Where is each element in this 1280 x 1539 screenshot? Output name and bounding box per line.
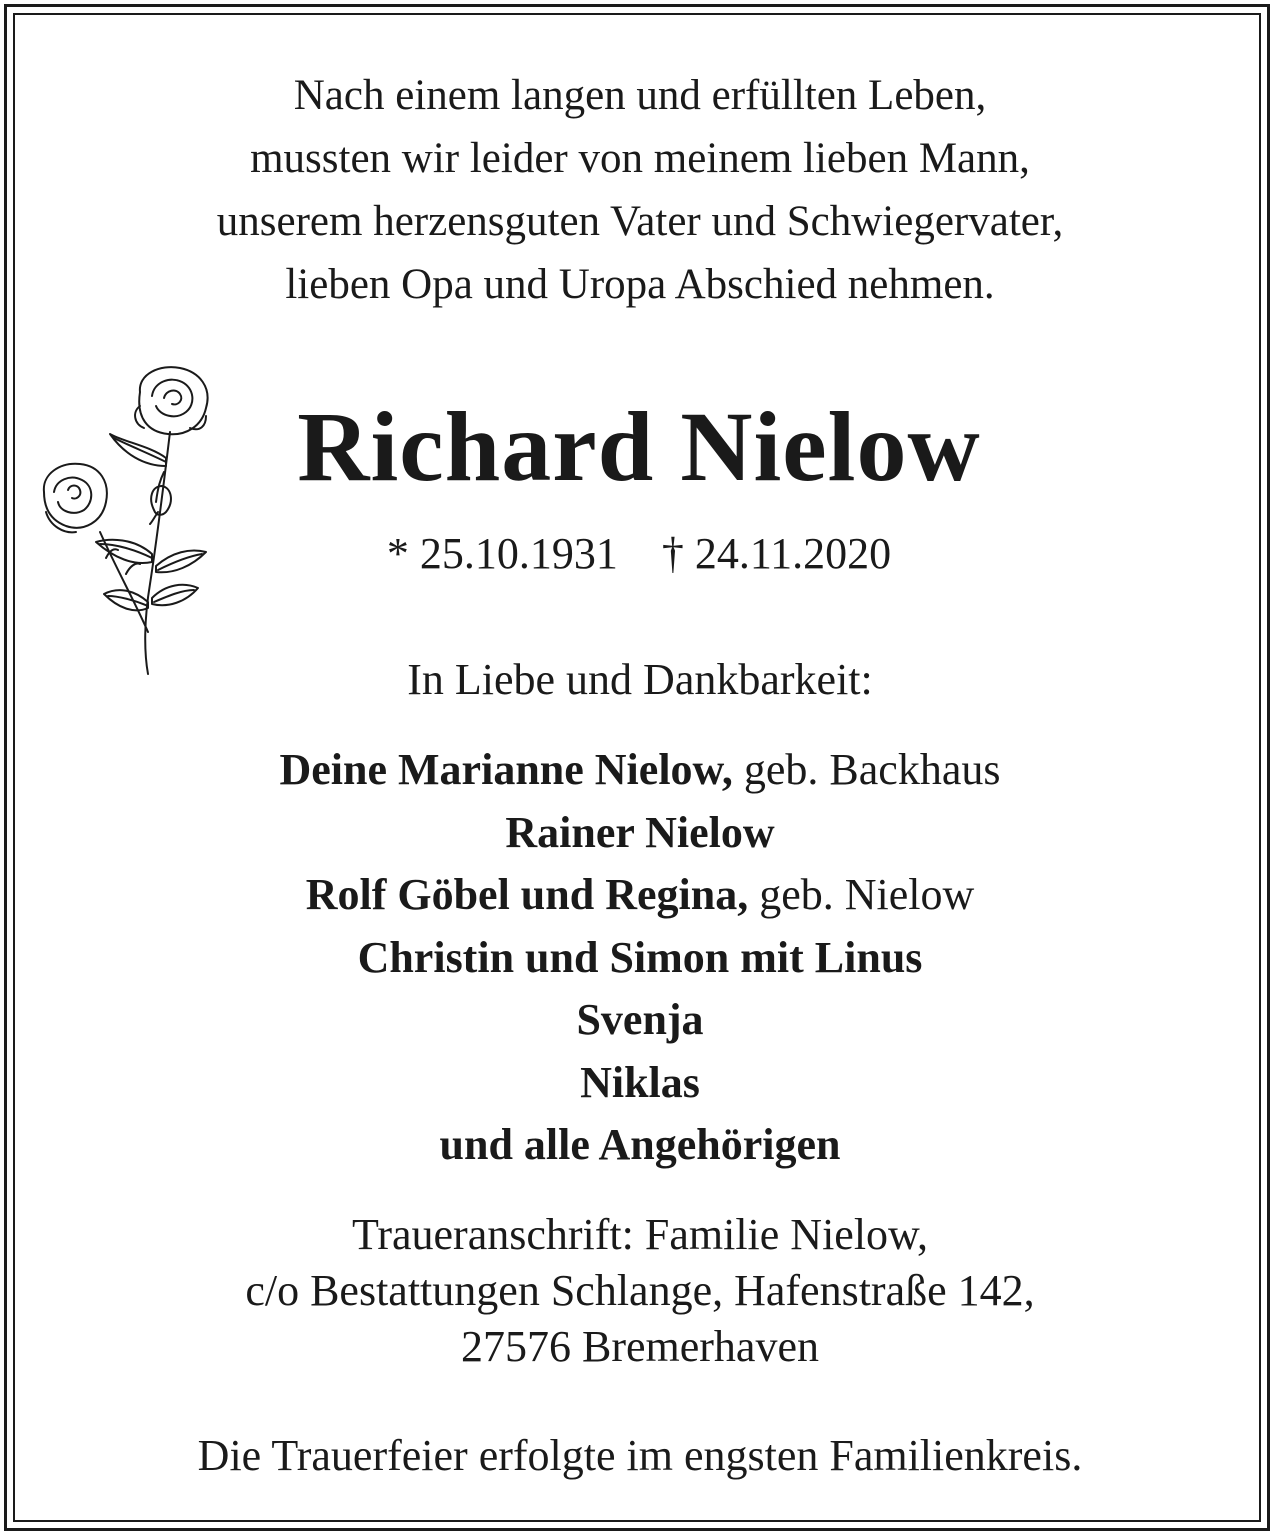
family-member [0,1052,1280,1115]
life-dates [226,526,1052,582]
intro-line: unserem herzensguten Vater und Schwiegervater, [216,198,1064,245]
family-member [0,864,1280,927]
family-member [0,1114,1280,1177]
family-list [0,739,1280,1177]
family-member-name: Svenja [576,995,704,1044]
family-member-note: geb. Backhaus [732,745,1001,794]
death-date: † 24.11.2020 [661,529,892,578]
family-member-name: Rolf Göbel und Regina, [305,870,749,919]
family-member-name: und alle Angehörigen [439,1120,841,1169]
intro-line: mussten wir leider von meinem lieben Mann, [250,135,1030,182]
family-member-name: Niklas [580,1057,700,1107]
family-member [0,739,1280,802]
family-member-name: Rainer Nielow [505,807,775,857]
closing-line: Die Trauerfeier erfolgte im engsten Familienkreis. [197,1431,1083,1480]
family-member [0,989,1280,1052]
family-member-name: Christin und Simon mit Linus [357,932,923,982]
family-member-name: Deine Marianne Nielow, [279,745,733,794]
intro-line: Nach einem langen und erfüllten Leben, [293,72,987,119]
address-line: 27576 Bremerhaven [461,1322,819,1371]
rose-drawing-icon [40,362,210,678]
deceased-name: Richard Nielow [297,391,981,502]
family-member [0,802,1280,865]
address-line: c/o Bestattungen Schlange, Hafenstraße 142, [245,1266,1035,1315]
birth-date: * 25.10.1931 [386,529,618,578]
intro-text [0,64,1280,316]
intro-line: lieben Opa und Uropa Abschied nehmen. [285,261,995,308]
address-line: Traueranschrift: Familie Nielow, [352,1210,928,1259]
family-member [0,927,1280,990]
family-member-note: geb. Nielow [748,870,975,919]
thanks-line: In Liebe und Dankbarkeit: [407,655,873,704]
mourning-address [0,1207,1280,1375]
